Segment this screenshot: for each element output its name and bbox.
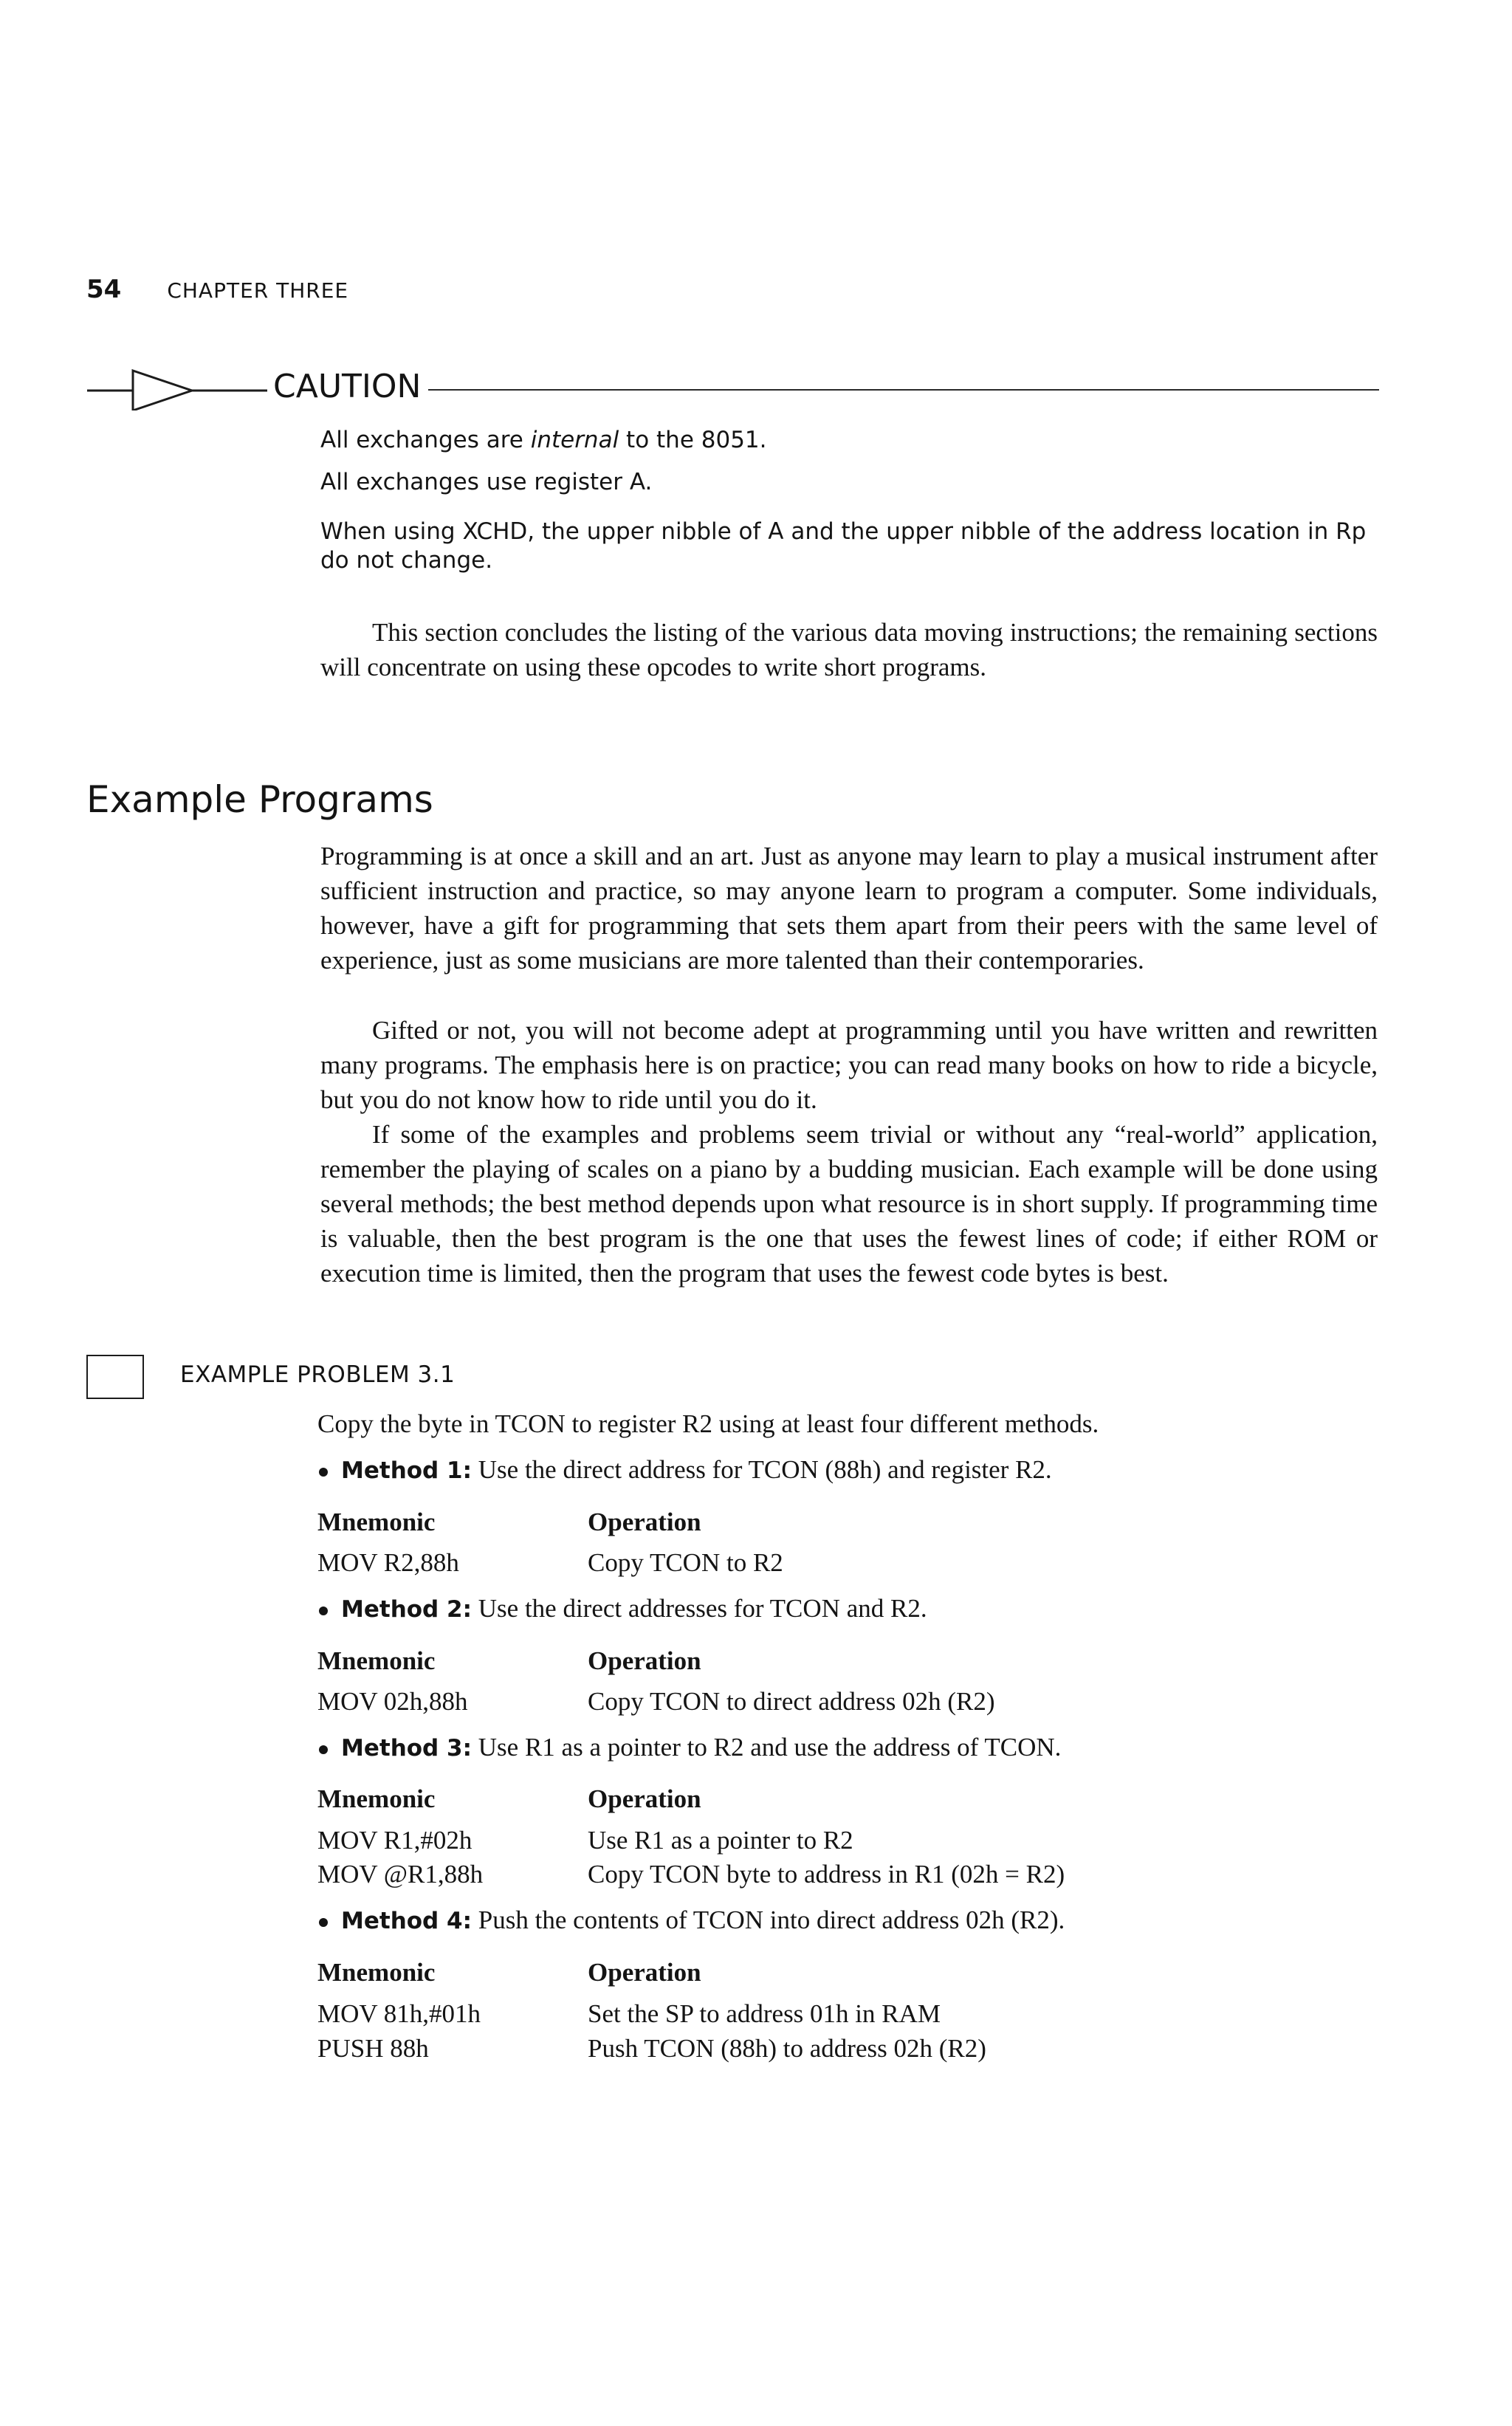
mnemonic-header: Mnemonic <box>317 1784 436 1813</box>
bullet-icon <box>319 1607 328 1615</box>
code-header <box>317 1505 701 1539</box>
mnemonic-header: Mnemonic <box>317 1646 436 1675</box>
mnemonic-cell: MOV @R1,88h <box>317 1860 484 1889</box>
method-3 <box>319 1731 1061 1765</box>
mnemonic-cell: MOV R1,#02h <box>317 1826 472 1855</box>
section-paragraph-3: If some of the examples and problems seem trivial or without any “real-world” application, remember the playing of scales on a piano by a budding musician. Each example will be done using several methods; the best method depends upon what resource is in short supply. If programming time is valuable, then the best program is the one that uses the fewest lines of code; if either ROM or execution time is limited, then the program that uses the fewest code bytes is best. <box>320 1120 1378 1288</box>
mnemonic-cell: PUSH 88h <box>317 2034 429 2063</box>
example-statement: Copy the byte in TCON to register R2 using at least four different methods. <box>317 1409 1099 1438</box>
code-row <box>317 1997 941 2031</box>
mnemonic-cell: MOV 02h,88h <box>317 1687 468 1716</box>
caution-line-2: All exchanges use register A. <box>320 469 653 495</box>
caution-arrow-icon <box>87 368 272 410</box>
operation-header: Operation <box>588 1784 701 1813</box>
caution-line-1 <box>320 426 1384 455</box>
method-4 <box>319 1903 1065 1938</box>
bullet-icon <box>319 1745 328 1754</box>
operation-header: Operation <box>588 1958 701 1987</box>
mnemonic-header: Mnemonic <box>317 1508 436 1536</box>
method-text: Use the direct address for TCON (88h) and register R2. <box>472 1455 1052 1484</box>
bullet-icon <box>319 1918 328 1927</box>
operation-cell: Copy TCON to R2 <box>588 1548 783 1577</box>
section-paragraph-1: Programming is at once a skill and an art. Just as anyone may learn to play a musical instrument after sufficient instruction and practice, so may anyone learn to program a computer. Some individuals, however, have a gift for programming that sets them apart from their peers with the same level of experience, just as some musicians are more talented than their contemporaries. <box>320 842 1378 975</box>
mnemonic-cell: MOV 81h,#01h <box>317 1999 481 2028</box>
bullet-icon <box>319 1468 328 1477</box>
operation-cell: Copy TCON byte to address in R1 (02h = R2) <box>588 1860 1065 1889</box>
operation-cell: Use R1 as a pointer to R2 <box>588 1826 853 1855</box>
caution-rule <box>428 389 1379 391</box>
code-row <box>317 1685 995 1719</box>
method-1 <box>319 1453 1052 1488</box>
chapter-label: CHAPTER THREE <box>167 278 349 303</box>
section-heading: Example Programs <box>86 778 433 821</box>
mnemonic-header: Mnemonic <box>317 1958 436 1987</box>
code-row <box>317 1546 783 1580</box>
checkbox-icon <box>86 1355 144 1399</box>
code-row <box>317 1858 1065 1891</box>
operation-cell: Copy TCON to direct address 02h (R2) <box>588 1687 995 1716</box>
mnemonic-cell: MOV R2,88h <box>317 1548 459 1577</box>
running-head <box>86 275 348 312</box>
method-text: Push the contents of TCON into direct address 02h (R2). <box>472 1906 1065 1934</box>
caution-emphasis: internal <box>530 427 619 453</box>
code-row <box>317 1824 853 1858</box>
code-header <box>317 1956 701 1990</box>
operation-cell: Set the SP to address 01h in RAM <box>588 1999 941 2028</box>
page-number: 54 <box>86 275 122 304</box>
method-text: Use R1 as a pointer to R2 and use the address of TCON. <box>472 1733 1062 1762</box>
caution-line-3: When using XCHD, the upper nibble of A and the upper nibble of the address location in Rp do not change. <box>320 518 1367 574</box>
method-label: Method 3: <box>341 1735 472 1762</box>
example-label: EXAMPLE PROBLEM 3.1 <box>180 1361 456 1388</box>
method-text: Use the direct addresses for TCON and R2. <box>472 1594 927 1623</box>
operation-header: Operation <box>588 1508 701 1536</box>
operation-header: Operation <box>588 1646 701 1675</box>
method-2 <box>319 1592 927 1626</box>
code-header <box>317 1782 701 1816</box>
caution-text: All exchanges are <box>320 427 531 453</box>
method-label: Method 4: <box>341 1908 472 1934</box>
method-label: Method 2: <box>341 1596 472 1623</box>
code-header <box>317 1644 701 1678</box>
caution-header <box>87 366 1379 410</box>
code-row <box>317 2032 986 2066</box>
method-label: Method 1: <box>341 1457 472 1484</box>
section-paragraph-2: Gifted or not, you will not become adept at programming until you have written and rewritten many programs. The emphasis here is on practice; you can read many books on how to ride a bicycle, but you do not know how to ride until you do it. <box>320 1016 1378 1114</box>
caution-text: to the 8051. <box>619 427 767 453</box>
intro-paragraph: This section concludes the listing of the various data moving instructions; the remaining sections will concentrate on using these opcodes to write short programs. <box>320 618 1378 681</box>
caution-title: CAUTION <box>273 368 422 405</box>
operation-cell: Push TCON (88h) to address 02h (R2) <box>588 2034 986 2063</box>
